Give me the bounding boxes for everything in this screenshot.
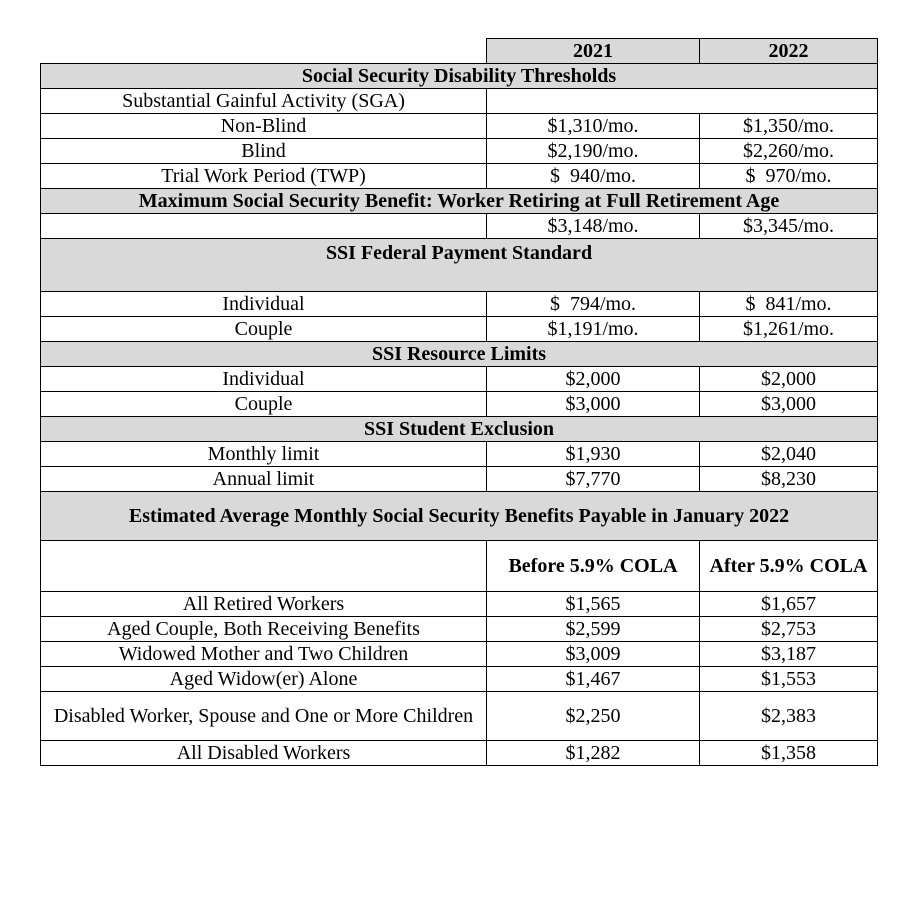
table-row — [41, 642, 878, 667]
value-2022: $1,261/mo. — [700, 317, 878, 342]
header-blank-cell — [41, 39, 487, 64]
section-title: SSI Student Exclusion — [41, 417, 878, 442]
row-label: Aged Widow(er) Alone — [41, 667, 487, 692]
value-2021: $3,148/mo. — [487, 214, 700, 239]
row-label: Widowed Mother and Two Children — [41, 642, 487, 667]
cola-header-row — [41, 541, 878, 592]
value-before: $1,467 — [487, 667, 700, 692]
value-2021: $3,000 — [487, 392, 700, 417]
value-after: $1,358 — [700, 741, 878, 766]
row-label-empty — [41, 214, 487, 239]
table-row — [41, 467, 878, 492]
value-2021: $2,000 — [487, 367, 700, 392]
value-2021: $ 940/mo. — [487, 164, 700, 189]
section-ssi-federal-payment — [41, 239, 878, 292]
value-2021: $1,310/mo. — [487, 114, 700, 139]
value-before: $3,009 — [487, 642, 700, 667]
table-row — [41, 442, 878, 467]
row-label: Couple — [41, 392, 487, 417]
row-label: Individual — [41, 292, 487, 317]
table-row — [41, 139, 878, 164]
value-after: $3,187 — [700, 642, 878, 667]
table-row — [41, 164, 878, 189]
row-label: Couple — [41, 317, 487, 342]
value-before: $2,599 — [487, 617, 700, 642]
row-label: Substantial Gainful Activity (SGA) — [41, 89, 487, 114]
section-title: Social Security Disability Thresholds — [41, 64, 878, 89]
section-ssi-student-exclusion — [41, 417, 878, 442]
value-2022: $8,230 — [700, 467, 878, 492]
table-row — [41, 89, 878, 114]
value-after: $1,553 — [700, 667, 878, 692]
section-disability-thresholds — [41, 64, 878, 89]
table-row — [41, 367, 878, 392]
table-row — [41, 292, 878, 317]
row-label-empty — [41, 541, 487, 592]
value-2021: $7,770 — [487, 467, 700, 492]
table-row — [41, 114, 878, 139]
row-label: Disabled Worker, Spouse and One or More Children — [41, 692, 487, 741]
section-title: SSI Federal Payment Standard — [41, 239, 878, 292]
value-2022: $3,000 — [700, 392, 878, 417]
value-before: $2,250 — [487, 692, 700, 741]
ssa-thresholds-table — [40, 38, 878, 766]
value-2022: $2,260/mo. — [700, 139, 878, 164]
table-row — [41, 317, 878, 342]
value-before: $1,565 — [487, 592, 700, 617]
value-2022: $ 970/mo. — [700, 164, 878, 189]
table-row — [41, 392, 878, 417]
value-2021: $1,930 — [487, 442, 700, 467]
row-label: Monthly limit — [41, 442, 487, 467]
table-row — [41, 214, 878, 239]
table-row — [41, 592, 878, 617]
value-after: $2,383 — [700, 692, 878, 741]
table-row — [41, 667, 878, 692]
row-label: Individual — [41, 367, 487, 392]
value-2022: $ 841/mo. — [700, 292, 878, 317]
before-cola-header: Before 5.9% COLA — [487, 541, 700, 592]
row-label: All Retired Workers — [41, 592, 487, 617]
value-2021: $2,190/mo. — [487, 139, 700, 164]
section-ssi-resource-limits — [41, 342, 878, 367]
value-2022: $3,345/mo. — [700, 214, 878, 239]
value-after: $1,657 — [700, 592, 878, 617]
section-avg-monthly-benefits — [41, 492, 878, 541]
row-label: Blind — [41, 139, 487, 164]
value-2021: $ 794/mo. — [487, 292, 700, 317]
after-cola-header: After 5.9% COLA — [700, 541, 878, 592]
value-after: $2,753 — [700, 617, 878, 642]
year-header-row — [41, 39, 878, 64]
table-row — [41, 692, 878, 741]
empty-value-cell — [487, 89, 878, 114]
section-title: Estimated Average Monthly Social Security Benefits Payable in January 2022 — [41, 492, 878, 541]
table-row — [41, 741, 878, 766]
section-title: Maximum Social Security Benefit: Worker Retiring at Full Retirement Age — [41, 189, 878, 214]
year-2021-header: 2021 — [487, 39, 700, 64]
row-label: Trial Work Period (TWP) — [41, 164, 487, 189]
value-2021: $1,191/mo. — [487, 317, 700, 342]
section-max-benefit — [41, 189, 878, 214]
row-label: Aged Couple, Both Receiving Benefits — [41, 617, 487, 642]
value-before: $1,282 — [487, 741, 700, 766]
value-2022: $2,040 — [700, 442, 878, 467]
value-2022: $2,000 — [700, 367, 878, 392]
value-2022: $1,350/mo. — [700, 114, 878, 139]
row-label: Non-Blind — [41, 114, 487, 139]
year-2022-header: 2022 — [700, 39, 878, 64]
row-label: Annual limit — [41, 467, 487, 492]
table-row — [41, 617, 878, 642]
row-label: All Disabled Workers — [41, 741, 487, 766]
section-title: SSI Resource Limits — [41, 342, 878, 367]
